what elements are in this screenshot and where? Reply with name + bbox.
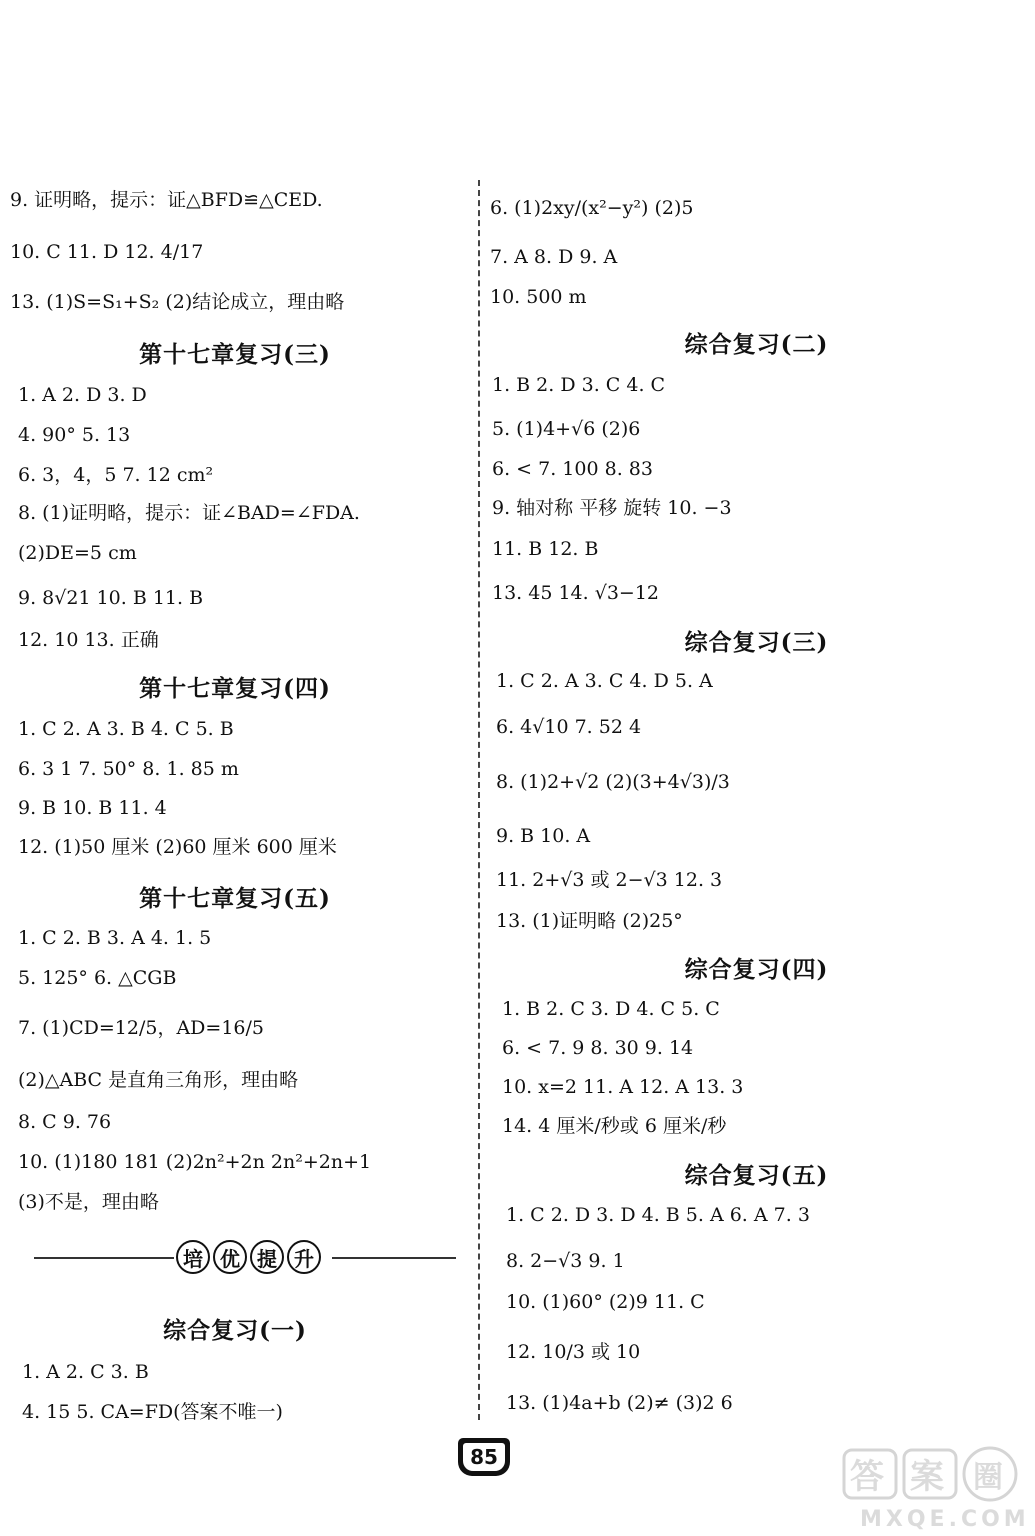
section-heading: 第十七章复习(三): [139, 341, 331, 368]
answer-line: 5. (1)4+√6 (2)6: [492, 418, 641, 440]
answer-line: (2)△ABC 是直角三角形，理由略: [18, 1069, 299, 1091]
answer-line: 4. 15 5. CA=FD(答案不唯一): [22, 1401, 283, 1423]
answer-line: 13. (1)S=S₁+S₂ (2)结论成立，理由略: [10, 291, 345, 313]
page-number-badge: [458, 1438, 512, 1478]
answer-line: 8. C 9. 76: [18, 1111, 112, 1133]
answer-line: 13. (1)证明略 (2)25°: [496, 910, 683, 932]
answer-line: 13. 45 14. √3−12: [492, 582, 660, 604]
answer-line: 1. A 2. C 3. B: [22, 1361, 149, 1383]
answer-line: 8. (1)证明略，提示：证∠BAD=∠FDA.: [18, 502, 360, 524]
answer-line: 1. C 2. A 3. C 4. D 5. A: [496, 670, 713, 692]
answer-line: (3)不是，理由略: [18, 1191, 159, 1213]
answer-line: 12. 10 13. 正确: [18, 629, 159, 651]
banner-rule-left: [34, 1257, 174, 1259]
answer-line: 9. 证明略，提示：证△BFD≌△CED.: [10, 189, 323, 211]
banner-char: 提: [250, 1240, 284, 1274]
answer-line: 1. B 2. C 3. D 4. C 5. C: [502, 998, 720, 1020]
answer-line: 10. 500 m: [490, 286, 587, 308]
svg-text:MXQE.COM: MXQE.COM: [860, 1507, 1030, 1532]
answer-line: 7. A 8. D 9. A: [490, 246, 618, 268]
section-heading: 综合复习(四): [684, 956, 829, 983]
svg-text:答: 答: [850, 1457, 884, 1497]
answer-line: 4. 90° 5. 13: [18, 424, 131, 446]
answer-line: 10. (1)180 181 (2)2n²+2n 2n²+2n+1: [18, 1151, 372, 1173]
answer-line: 10. x=2 11. A 12. A 13. 3: [502, 1076, 744, 1098]
page-number: 85: [463, 1443, 505, 1471]
banner-char: 培: [176, 1240, 210, 1274]
banner-char: 升: [287, 1240, 321, 1274]
section-heading: 综合复习(三): [684, 629, 829, 656]
answer-line: 12. 10/3 或 10: [506, 1341, 641, 1363]
answer-line: 12. (1)50 厘米 (2)60 厘米 600 厘米: [18, 836, 337, 858]
answer-line: 9. B 10. B 11. 4: [18, 797, 167, 819]
answer-line: 1. C 2. B 3. A 4. 1. 5: [18, 927, 212, 949]
answer-line: 1. C 2. A 3. B 4. C 5. B: [18, 718, 234, 740]
section-heading: 综合复习(一): [163, 1317, 307, 1344]
answer-line: 6. < 7. 100 8. 83: [492, 458, 653, 480]
answer-line: 13. (1)4a+b (2)≠ (3)2 6: [506, 1392, 733, 1414]
section-heading: 综合复习(二): [684, 331, 829, 358]
peiyou-tisheng-banner: [34, 1238, 456, 1278]
banner-rule-right: [332, 1257, 456, 1259]
answer-line: 10. (1)60° (2)9 11. C: [506, 1291, 705, 1313]
answer-line: 9. B 10. A: [496, 825, 591, 847]
section-heading: 第十七章复习(五): [139, 885, 331, 912]
banner-char: 优: [213, 1240, 247, 1274]
answer-line: 6. (1)2xy/(x²−y²) (2)5: [490, 197, 694, 219]
answer-line: 8. (1)2+√2 (2)(3+4√3)/3: [496, 771, 730, 793]
answer-line: 5. 125° 6. △CGB: [18, 967, 177, 989]
answer-line: 1. C 2. D 3. D 4. B 5. A 6. A 7. 3: [506, 1204, 810, 1226]
answer-line: 9. 8√21 10. B 11. B: [18, 587, 204, 609]
answer-line: 9. 轴对称 平移 旋转 10. −3: [492, 497, 732, 519]
answer-line: 6. < 7. 9 8. 30 9. 14: [502, 1037, 694, 1059]
column-divider: [478, 180, 480, 1420]
watermark-logo: [840, 1444, 1030, 1532]
answer-line: 6. 3，4，5 7. 12 cm²: [18, 464, 214, 486]
svg-text:案: 案: [910, 1457, 944, 1497]
answer-line: 6. 4√10 7. 52 4: [496, 716, 642, 738]
answer-line: 10. C 11. D 12. 4/17: [10, 241, 204, 263]
answer-line: 6. 3 1 7. 50° 8. 1. 85 m: [18, 758, 239, 780]
answer-line: 7. (1)CD=12/5，AD=16/5: [18, 1017, 264, 1039]
section-heading: 综合复习(五): [684, 1162, 829, 1189]
answer-line: 1. B 2. D 3. C 4. C: [492, 374, 666, 396]
answer-line: 8. 2−√3 9. 1: [506, 1250, 625, 1272]
answer-line: 11. 2+√3 或 2−√3 12. 3: [496, 869, 723, 891]
section-heading: 第十七章复习(四): [139, 675, 331, 702]
answer-line: 11. B 12. B: [492, 538, 599, 560]
svg-text:圈: 圈: [973, 1460, 1003, 1495]
banner-characters: [176, 1240, 321, 1274]
answer-line: 14. 4 厘米/秒或 6 厘米/秒: [502, 1115, 727, 1137]
answer-line: 1. A 2. D 3. D: [18, 384, 147, 406]
answer-line: (2)DE=5 cm: [18, 542, 137, 564]
